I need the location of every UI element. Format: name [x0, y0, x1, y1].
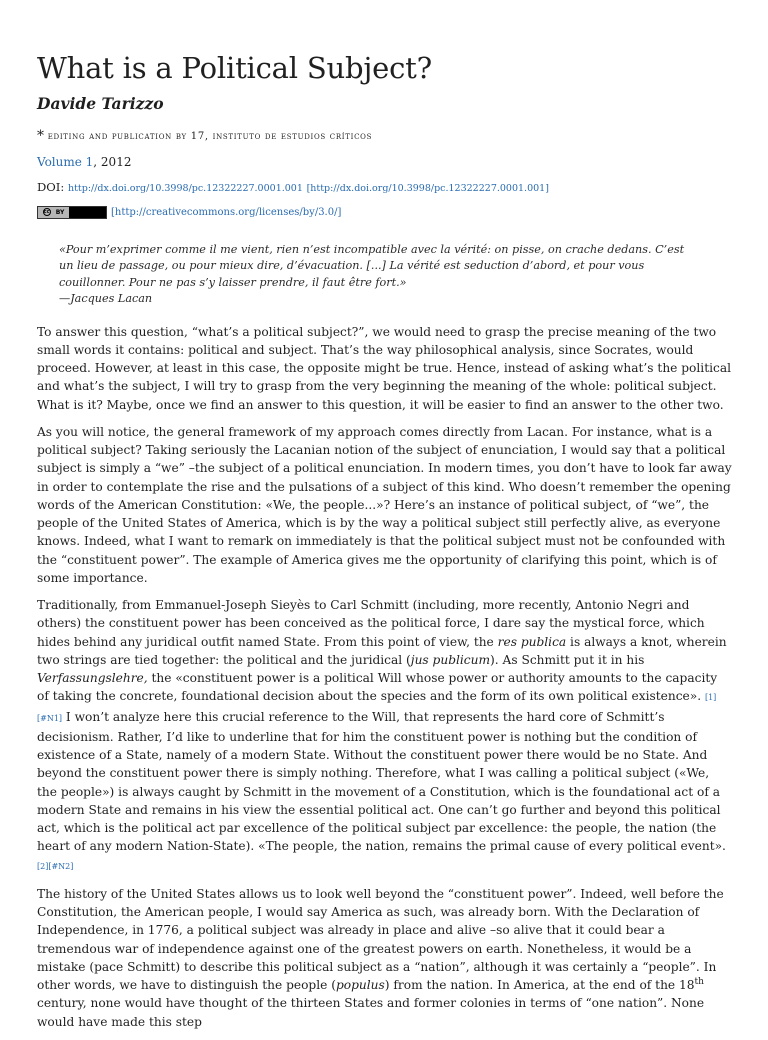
license-link[interactable]: [http://creativecommons.org/licenses/by/3.0/]: [111, 206, 342, 218]
volume-year: , 2012: [93, 155, 132, 169]
volume-line: [37, 154, 732, 170]
footnote-link-2[interactable]: [2][#N2]: [37, 861, 74, 871]
creative-commons-badge-icon[interactable]: [37, 206, 107, 219]
doi-line: [37, 179, 732, 197]
paragraph-1: To answer this question, “what’s a political subject?”, we would need to grasp the precise meaning of the two small words it contains: political and subject. That’s the way philosophical analysis, since Socrates, would proceed. However, at least in this case, the opposite might be true. Hence, instead of asking what’s the political and what’s the subject, I will try to grasp from the very beginning the meaning of the whole: political subject. What is it? Maybe, once we find an answer to this question, it will be easier to find an answer to the other two.: [37, 324, 731, 412]
paragraph-3: Traditionally, from Emmanuel-Joseph Sieyès to Carl Schmitt (including, more recently, Antonio Negri and others) the constituent power has been conceived as the political force, I dare say the mystical force, which hides behind any juridical outfit named State. From this point of view, the res publica is always a knot, wherein two strings are tied together: the political and the juridical (jus publicum). As Schmitt put it in his Verfassungslehre, the «constituent power is a political Will whose power or authority amounts to the capacity of taking the concrete, foundational decision about the species and the form of its own political existence». [1][#N1] I won’t analyze here this crucial reference to the Will, that represents the hard core of Schmitt’s decisionism. Rather, I’d like to underline that for him the constituent power is nothing but the condition of existence of a State, namely of a modern State. Without the constituent power there would be no State. And beyond the constituent power there is simply nothing. Therefore, what I was calling a political subject («We, the people») is always caught by Schmitt in the movement of a Constitution, which is the foundational act of a modern State and remains in his view the essential political act. One can’t go further and beyond this political act, which is the political act par excellence of the political subject par excellence: the people, the nation (the heart of any modern Nation-State). «The people, the nation, remains the primal cause of every political event». [2][#N2]: [37, 598, 727, 871]
editorial-credit: [37, 128, 732, 145]
footnote-link-1[interactable]: [1][#N1]: [37, 693, 717, 723]
cc-icon: cc: [43, 209, 50, 215]
credit-asterisk: *: [37, 128, 45, 144]
by-icon: BY: [55, 208, 65, 216]
epigraph-attribution: —Jacques Lacan: [59, 292, 153, 306]
volume-link[interactable]: Volume 1: [37, 155, 94, 169]
doi-link[interactable]: http://dx.doi.org/10.3998/pc.12322227.0001.001: [67, 183, 303, 194]
article-title: What is a Political Subject?: [37, 51, 432, 85]
epigraph-text: «Pour m’exprimer comme il me vient, rien n’est incompatible avec la vérité: on pisse, on crache dedans. C’est un lieu de passage, ou pour mieux dire, d’évacuation. [...] La vérité est seduction d’abord, et pour vous couillonner. Pour ne pas s’y laisser prendre, il faut être fort.»: [59, 243, 685, 289]
paragraph-4: The history of the United States allows us to look well beyond the “constituent power”. Indeed, well before the Constitution, the American people, I would say America as such, was already born. With the Declaration of Independence, in 1776, a political subject was already in place and alive –so alive that it could bear a tremendous war of independence against one of the greatest powers on earth. Nonetheless, it would be a mistake (pace Schmitt) to describe this political subject as a “nation”, although it was certainly a “people”. In other words, we have to distinguish the people (populus) from the nation. In America, at the end of the 18th century, none would have thought of the thirteen States and former colonies in terms of “one nation”. None would have made this step: [37, 886, 724, 1029]
article-body: [37, 323, 732, 1031]
article-author: Davide Tarizzo: [37, 94, 164, 113]
epigraph: [59, 242, 699, 308]
doi-label: DOI:: [37, 180, 68, 194]
credit-text: editing and publication by 17, instituto de estudios críticos: [47, 131, 373, 142]
article: [37, 50, 732, 1040]
license-line: [37, 204, 732, 220]
paragraph-2: As you will notice, the general framework of my approach comes directly from Lacan. For instance, what is a political subject? Taking seriously the Lacanian notion of the subject of enunciation, I would say that a political subject is simply a “we” –the subject of a political enunciation. In modern times, you don’t have to look far away in order to contemplate the rise and the pulsations of a subject of this kind. Who doesn’t remember the opening words of the American Constitution: «We, the people...»? Here’s an instance of political subject, of “we”, the people of the United States of America, which is by the way a political subject still perfectly alive, as everyone knows. Indeed, what I want to remark on immediately is that the political subject must not be confounded with the “constituent power”. The example of America gives me the opportunity of clarifying this point, which is of some importance.: [37, 424, 732, 585]
doi-bracket-link[interactable]: [http://dx.doi.org/10.3998/pc.12322227.0001.001]: [306, 183, 549, 194]
